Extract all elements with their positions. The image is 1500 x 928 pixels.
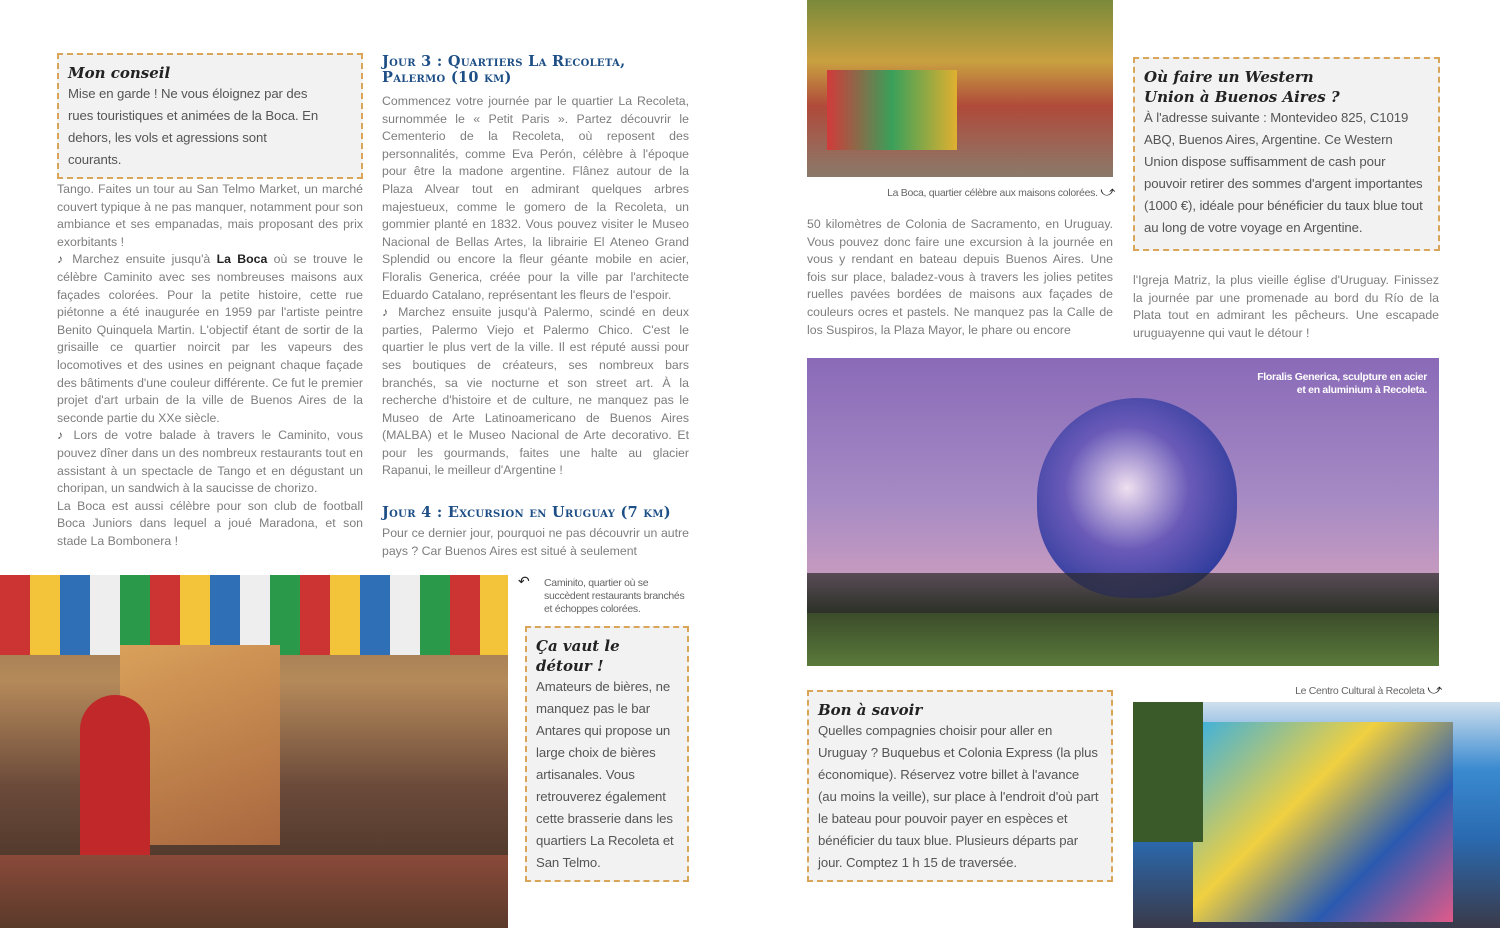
centro-cultural-photo: [1133, 702, 1500, 928]
restaurant-tables: [0, 855, 508, 928]
la-boca-caption: La Boca, quartier célèbre aux maisons colorées. ⤻: [887, 183, 1115, 199]
tango-note-icon: ♪: [57, 252, 66, 267]
day4-title: Jour 4 : Excursion en Uruguay (7 km): [382, 504, 671, 521]
colored-houses: [827, 70, 957, 150]
paragraph: Commencez votre journée par le quartier La Recoleta, surnommée le « Petit Paris ». Partez découvrir le Cementerio de la Recoleta, où reposent des personnalités, comme Eva Perón, célèbre à l'époque pour être la madone argentine. Flânez autour de la Plaza Alvear tout en admirant quelques arbres majestueux, comme le gomero de la Recoleta, un gommier planté en 1832. Vous pouvez visiter le Museo Nacional de Bellas Artes, la librairie El Ateneo Grand Splendid ou encore la fleur géante mobile en acier, Floralis Generica, créée pour la ville par l'architecte Eduardo Catalano, représentant les fleurs de l'espoir.: [382, 94, 689, 302]
detour-text: Amateurs de bières, ne manquez pas le bar Antares qui propose un large choix de bières artisanales. Vous retrouverez également cette brasserie dans les quartiers La Recoleta et San Telmo.: [536, 679, 674, 870]
bon-a-savoir-title: Bon à savoir: [818, 701, 923, 719]
flags-banner: [0, 575, 508, 655]
detour-box: [525, 626, 689, 882]
la-boca-photo: [807, 0, 1113, 177]
centro-caption: Le Centro Cultural à Recoleta ⤻: [1295, 681, 1442, 697]
paragraph: l'Igreja Matriz, la plus vieille église d'Uruguay. Finissez la journée par une promenade au bord du Río de la Plata tout en admirant les pêcheurs. Une escapade uruguayenne qui vaut le détour !: [1133, 273, 1439, 340]
mon-conseil-text: Mise en garde ! Ne vous éloignez par des rues touristiques et animées de la Boca. En dehors, les vols et agressions sont courants.: [68, 86, 319, 167]
day4-section: [382, 505, 689, 560]
mon-conseil-title: Mon conseil: [68, 64, 171, 82]
bon-a-savoir-text: Quelles compagnies choisir pour aller en Uruguay ? Buquebus et Colonia Express (la plus économique). Réservez votre billet à l'avance (au moins la veille), sur place à l'endroit d'où part le bateau pour pouvoir payer en espèces et bénéficier du taux blue. Plusieurs départs par jour. Comptez 1 h 15 de traversée.: [818, 723, 1099, 870]
curved-arrow-icon: ⤻: [1427, 681, 1442, 697]
tree: [1133, 702, 1203, 842]
detour-title: Ça vaut le détour !: [536, 637, 620, 675]
western-union-text: À l'adresse suivante : Montevideo 825, C1019 ABQ, Buenos Aires, Argentine. Ce Western Union dispose suffisamment de cash pour pouvoir retirer des sommes d'argent importantes (1000 €), idéale pour bénéficier du taux blue tout au long de votre voyage en Argentine.: [1144, 110, 1423, 235]
tango-note-icon: ♪: [382, 305, 392, 320]
building-mural: [1193, 722, 1453, 922]
curved-arrow-icon: ⤻: [1100, 183, 1115, 199]
paragraph: ♪ Marchez ensuite jusqu'à Palermo, scindé en deux parties, Palermo Viejo et Palermo Chico. C'est le quartier le plus vert de la ville. Il est réputé aussi pour ses boutiques de créateurs, ses nombreux bars branchés, sa vie nocturne et son street art. À la recherche d'histoire et de culture, ne manquez pas le Museo de Arte Latinoamericano de Buenos Aires (MALBA) et le Museo Nacional de Arte decorativo. Et pour les gourmands, faites une halte au glacier Rapanui, le meilleur d'Argentine !: [382, 305, 690, 478]
caminito-caption: ↶ Caminito, quartier où se succèdent restaurants branchés et échoppes colorées.: [518, 573, 685, 615]
western-union-title: Où faire un Western Union à Buenos Aires ?: [1144, 68, 1340, 106]
floralis-caption: Floralis Generica, sculpture en acier et en aluminium à Recoleta.: [1257, 371, 1427, 396]
floralis-generica-photo: [807, 358, 1439, 666]
day3-title: Jour 3 : Quartiers La Recoleta, Palermo (10 km): [382, 53, 626, 86]
day3-section: [382, 54, 689, 480]
paragraph: ♪ Marchez ensuite jusqu'à La Boca où se trouve le célèbre Caminito avec ses nombreuses maisons aux façades colorées. Pour la petite histoire, cette rue piétonne a été inaugurée en 1959 par l'artiste peintre Benito Quinquela Martin. L'objectif étant de sortir de la grisaille ce quartier noircit par les vapeurs des locomotives et des usines en peignant chaque façade des bâtiments d'une couleur différente. Ce fut le premier projet d'art urbain de la ville de Buenos Aires de la seconde partie du XXe siècle.: [57, 252, 364, 425]
left-column-text: [57, 181, 363, 550]
bon-a-savoir-box: [807, 690, 1113, 882]
la-boca-bold: La Boca: [216, 252, 268, 267]
caminito-tango-photo: [0, 575, 508, 928]
paragraph: Pour ce dernier jour, pourquoi ne pas découvrir un autre pays ? Car Buenos Aires est situé à seulement: [382, 526, 689, 558]
tango-dancer: [80, 695, 150, 875]
mon-conseil-box: [57, 53, 363, 179]
treeline: [807, 573, 1439, 613]
paragraph: 50 kilomètres de Colonia de Sacramento, en Uruguay. Vous pouvez donc faire une excursion à la journée en vous y rendant en bateau depuis Buenos Aires. Une fois sur place, baladez-vous à travers les jolies petites ruelles pavées bordées de maisons aux façades de couleurs ocres et pastels. Ne manquez pas la Calle de los Suspiros, la Plaza Mayor, le phare ou encore: [807, 217, 1113, 337]
paragraph: Tango. Faites un tour au San Telmo Market, un marché couvert typique à ne pas manquer, notamment pour son ambiance et ses empanadas, mais proposant des prix exorbitants !: [57, 182, 363, 249]
tango-note-icon: ♪: [57, 428, 67, 443]
paragraph: La Boca est aussi célèbre pour son club de football Boca Juniors dans lequel a joué Maradona, et son stade La Bombonera !: [57, 498, 363, 548]
western-union-box: [1133, 57, 1440, 251]
paragraph: ♪ Lors de votre balade à travers le Caminito, vous pouvez dîner dans un des nombreux restaurants tout en assistant à un spectacle de Tango et en dégustant un choripan, un sandwich à la saucisse de chorizo.: [57, 428, 363, 496]
flower-sculpture: [1037, 398, 1237, 598]
curved-arrow-icon: ↶: [518, 573, 530, 589]
